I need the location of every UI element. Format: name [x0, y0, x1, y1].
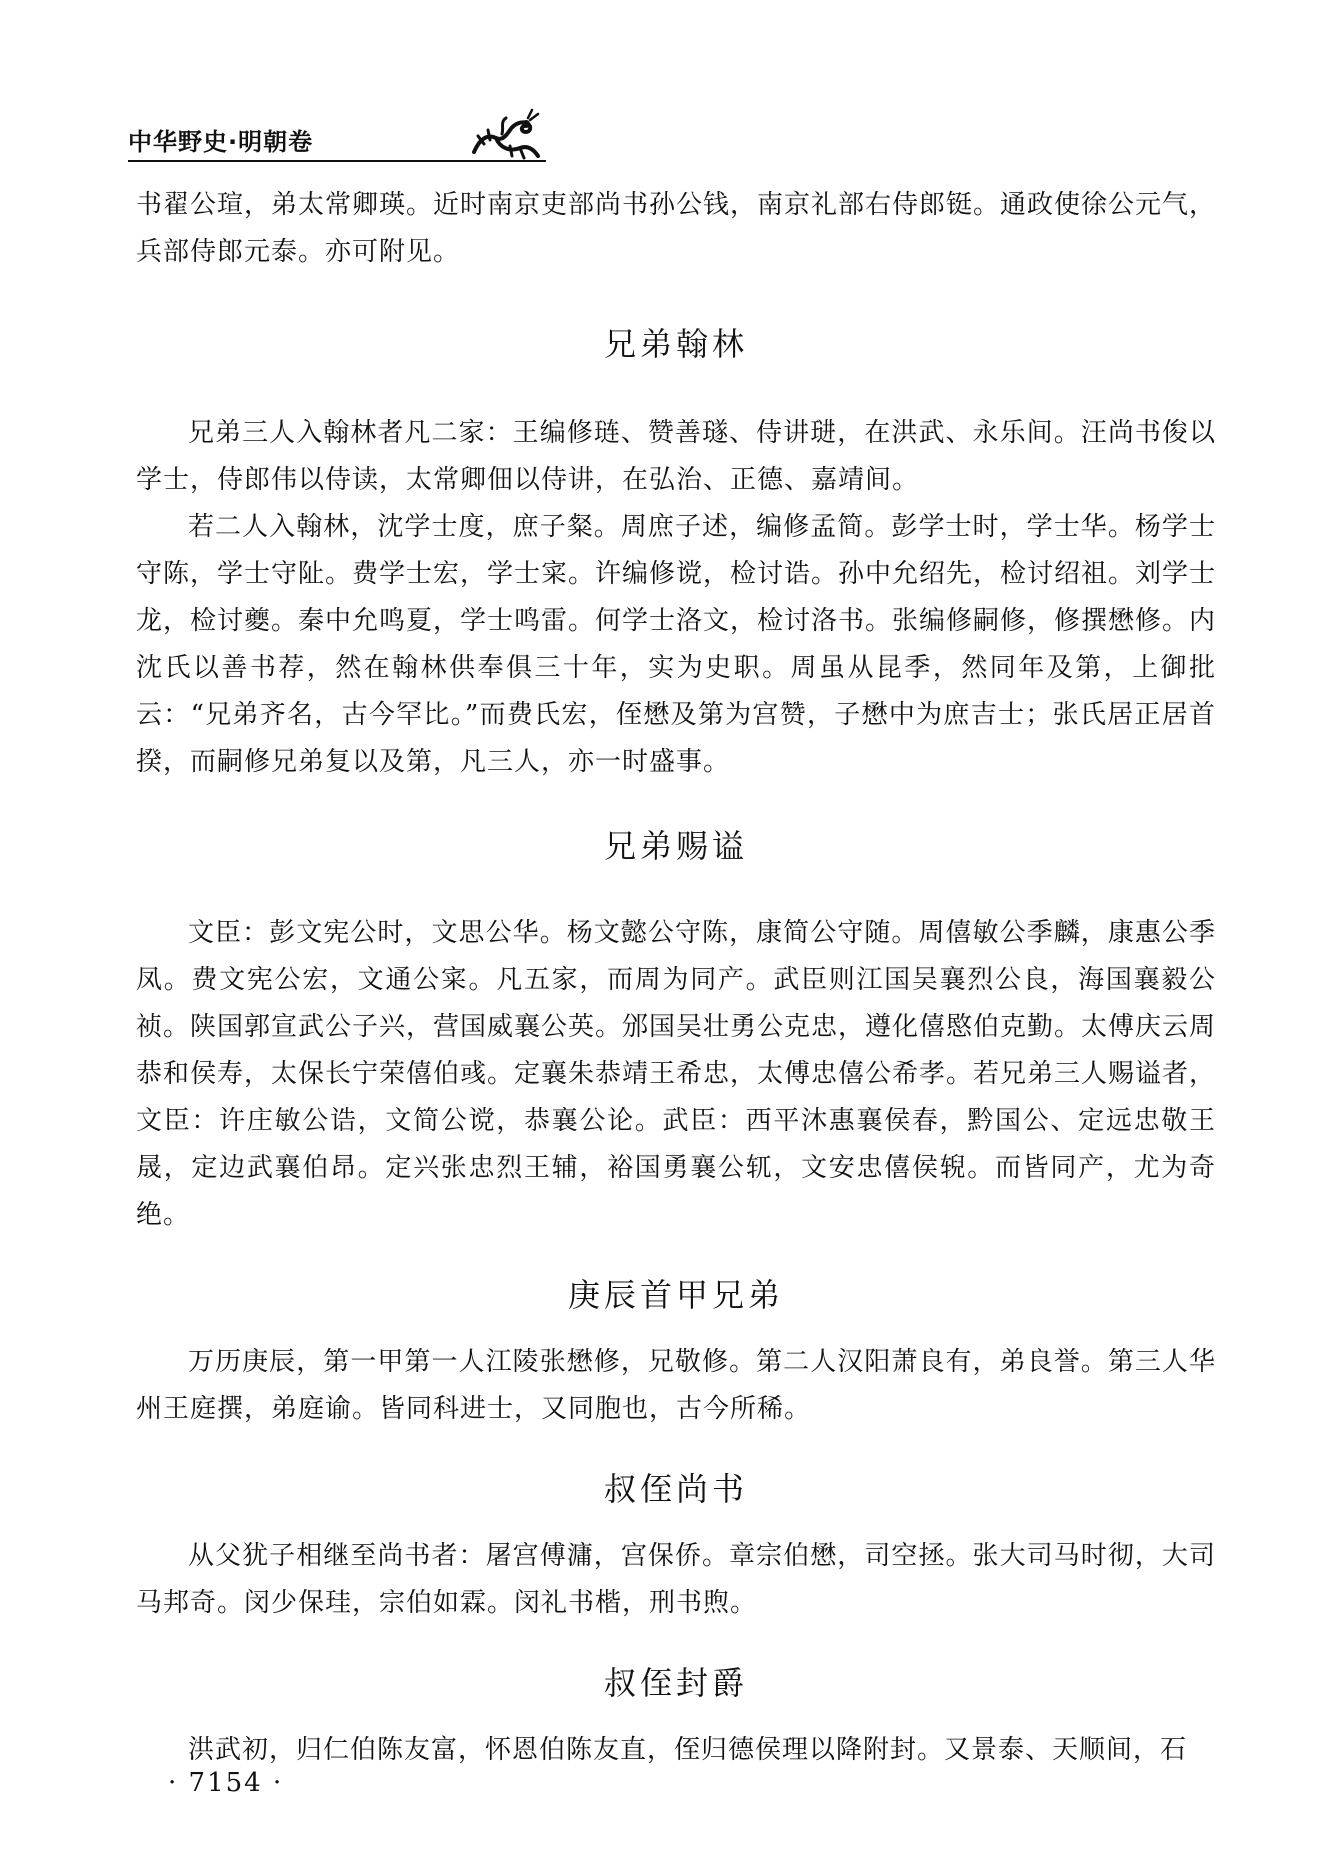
section-title-shuzhi-fengjue: 叔侄封爵	[603, 1664, 748, 1702]
section-paragraph: 从父犹子相继至尚书者：屠宫傅滽，宫保侨。章宗伯懋，司空拯。张大司马时彻，大司马邦奇。闵少保珪，宗伯如霖。闵礼书楷，刑书煦。	[136, 1541, 1216, 1618]
header-rule	[128, 160, 546, 162]
section-paragraph: 文臣：彭文宪公时，文思公华。杨文懿公守陈，康简公守随。周僖敏公季麟，康惠公季凤。费文宪公宏，文通公寀。凡五家，而周为同产。武臣则江国吴襄烈公良，海国襄毅公祯。陕国郭宣武公子兴，营国威襄公英。邠国吴壮勇公克忠，遵化僖愍伯克勤。太傅庆云周恭和侯寿，太保长宁荣僖伯彧。定襄朱恭靖王希忠，太傅忠僖公希孝。若兄弟三人赐谥者，文臣：许庄敏公诰，文简公谠，恭襄公论。武臣：西平沐惠襄侯春，黔国公、定远忠敬王晟，定边武襄伯昂。定兴张忠烈王辅，裕国勇襄公𫐄，文安忠僖侯𫐐。而皆同产，尤为奇绝。	[136, 918, 1217, 1230]
intro-paragraph: 书翟公瑄，弟太常卿瑛。近时南京吏部尚书孙公钱，南京礼部右侍郎铤。通政使徐公元气，兵部侍郎元泰。亦可附见。	[136, 190, 1217, 267]
section-title-gengchen-shoujia: 庚辰首甲兄弟	[567, 1276, 784, 1314]
page-number: · 7154 ·	[168, 1768, 284, 1798]
section-paragraph: 若二人入翰林，沈学士度，庶子粲。周庶子述，编修孟简。彭学士时，学士华。杨学士守陈，学士守阯。费学士宏，学士寀。许编修谠，检讨诰。孙中允绍先，检讨绍祖。刘学士龙，检讨夔。秦中允鸣夏，学士鸣雷。何学士洛文，检讨洛书。张编修嗣修，修撰懋修。内沈氏以善书荐，然在翰林供奉俱三十年，实为史职。周虽从昆季，然同年及第，上御批云：“兄弟齐名，古今罕比。”而费氏宏，侄懋及第为宫赞，子懋中为庶吉士；张氏居正居首揆，而嗣修兄弟复以及第，凡三人，亦一时盛事。	[136, 512, 1217, 777]
page-body	[136, 182, 1216, 1774]
section-title-shuzhi-shangshu: 叔侄尚书	[603, 1470, 748, 1508]
running-header	[128, 108, 546, 168]
section-paragraph: 兄弟三人入翰林者凡二家：王编修琏、赞善璲、侍讲琎，在洪武、永乐间。汪尚书俊以学士，侍郎伟以侍读，太常卿佃以侍讲，在弘治、正德、嘉靖间。	[136, 418, 1216, 495]
section-title-xiongdi-hanlin: 兄弟翰林	[603, 325, 748, 363]
section-title-xiongdi-cishi: 兄弟赐谥	[603, 827, 748, 865]
dragon-emblem-icon	[466, 108, 546, 164]
section-paragraph: 洪武初，归仁伯陈友富，怀恩伯陈友直，侄归德侯理以降附封。又景泰、天顺间，石	[188, 1735, 1188, 1765]
running-title: 中华野史·明朝卷	[128, 128, 314, 156]
section-paragraph: 万历庚辰，第一甲第一人江陵张懋修，兄敬修。第二人汉阳萧良有，弟良誉。第三人华州王庭撰，弟庭谕。皆同科进士，又同胞也，古今所稀。	[136, 1347, 1216, 1424]
